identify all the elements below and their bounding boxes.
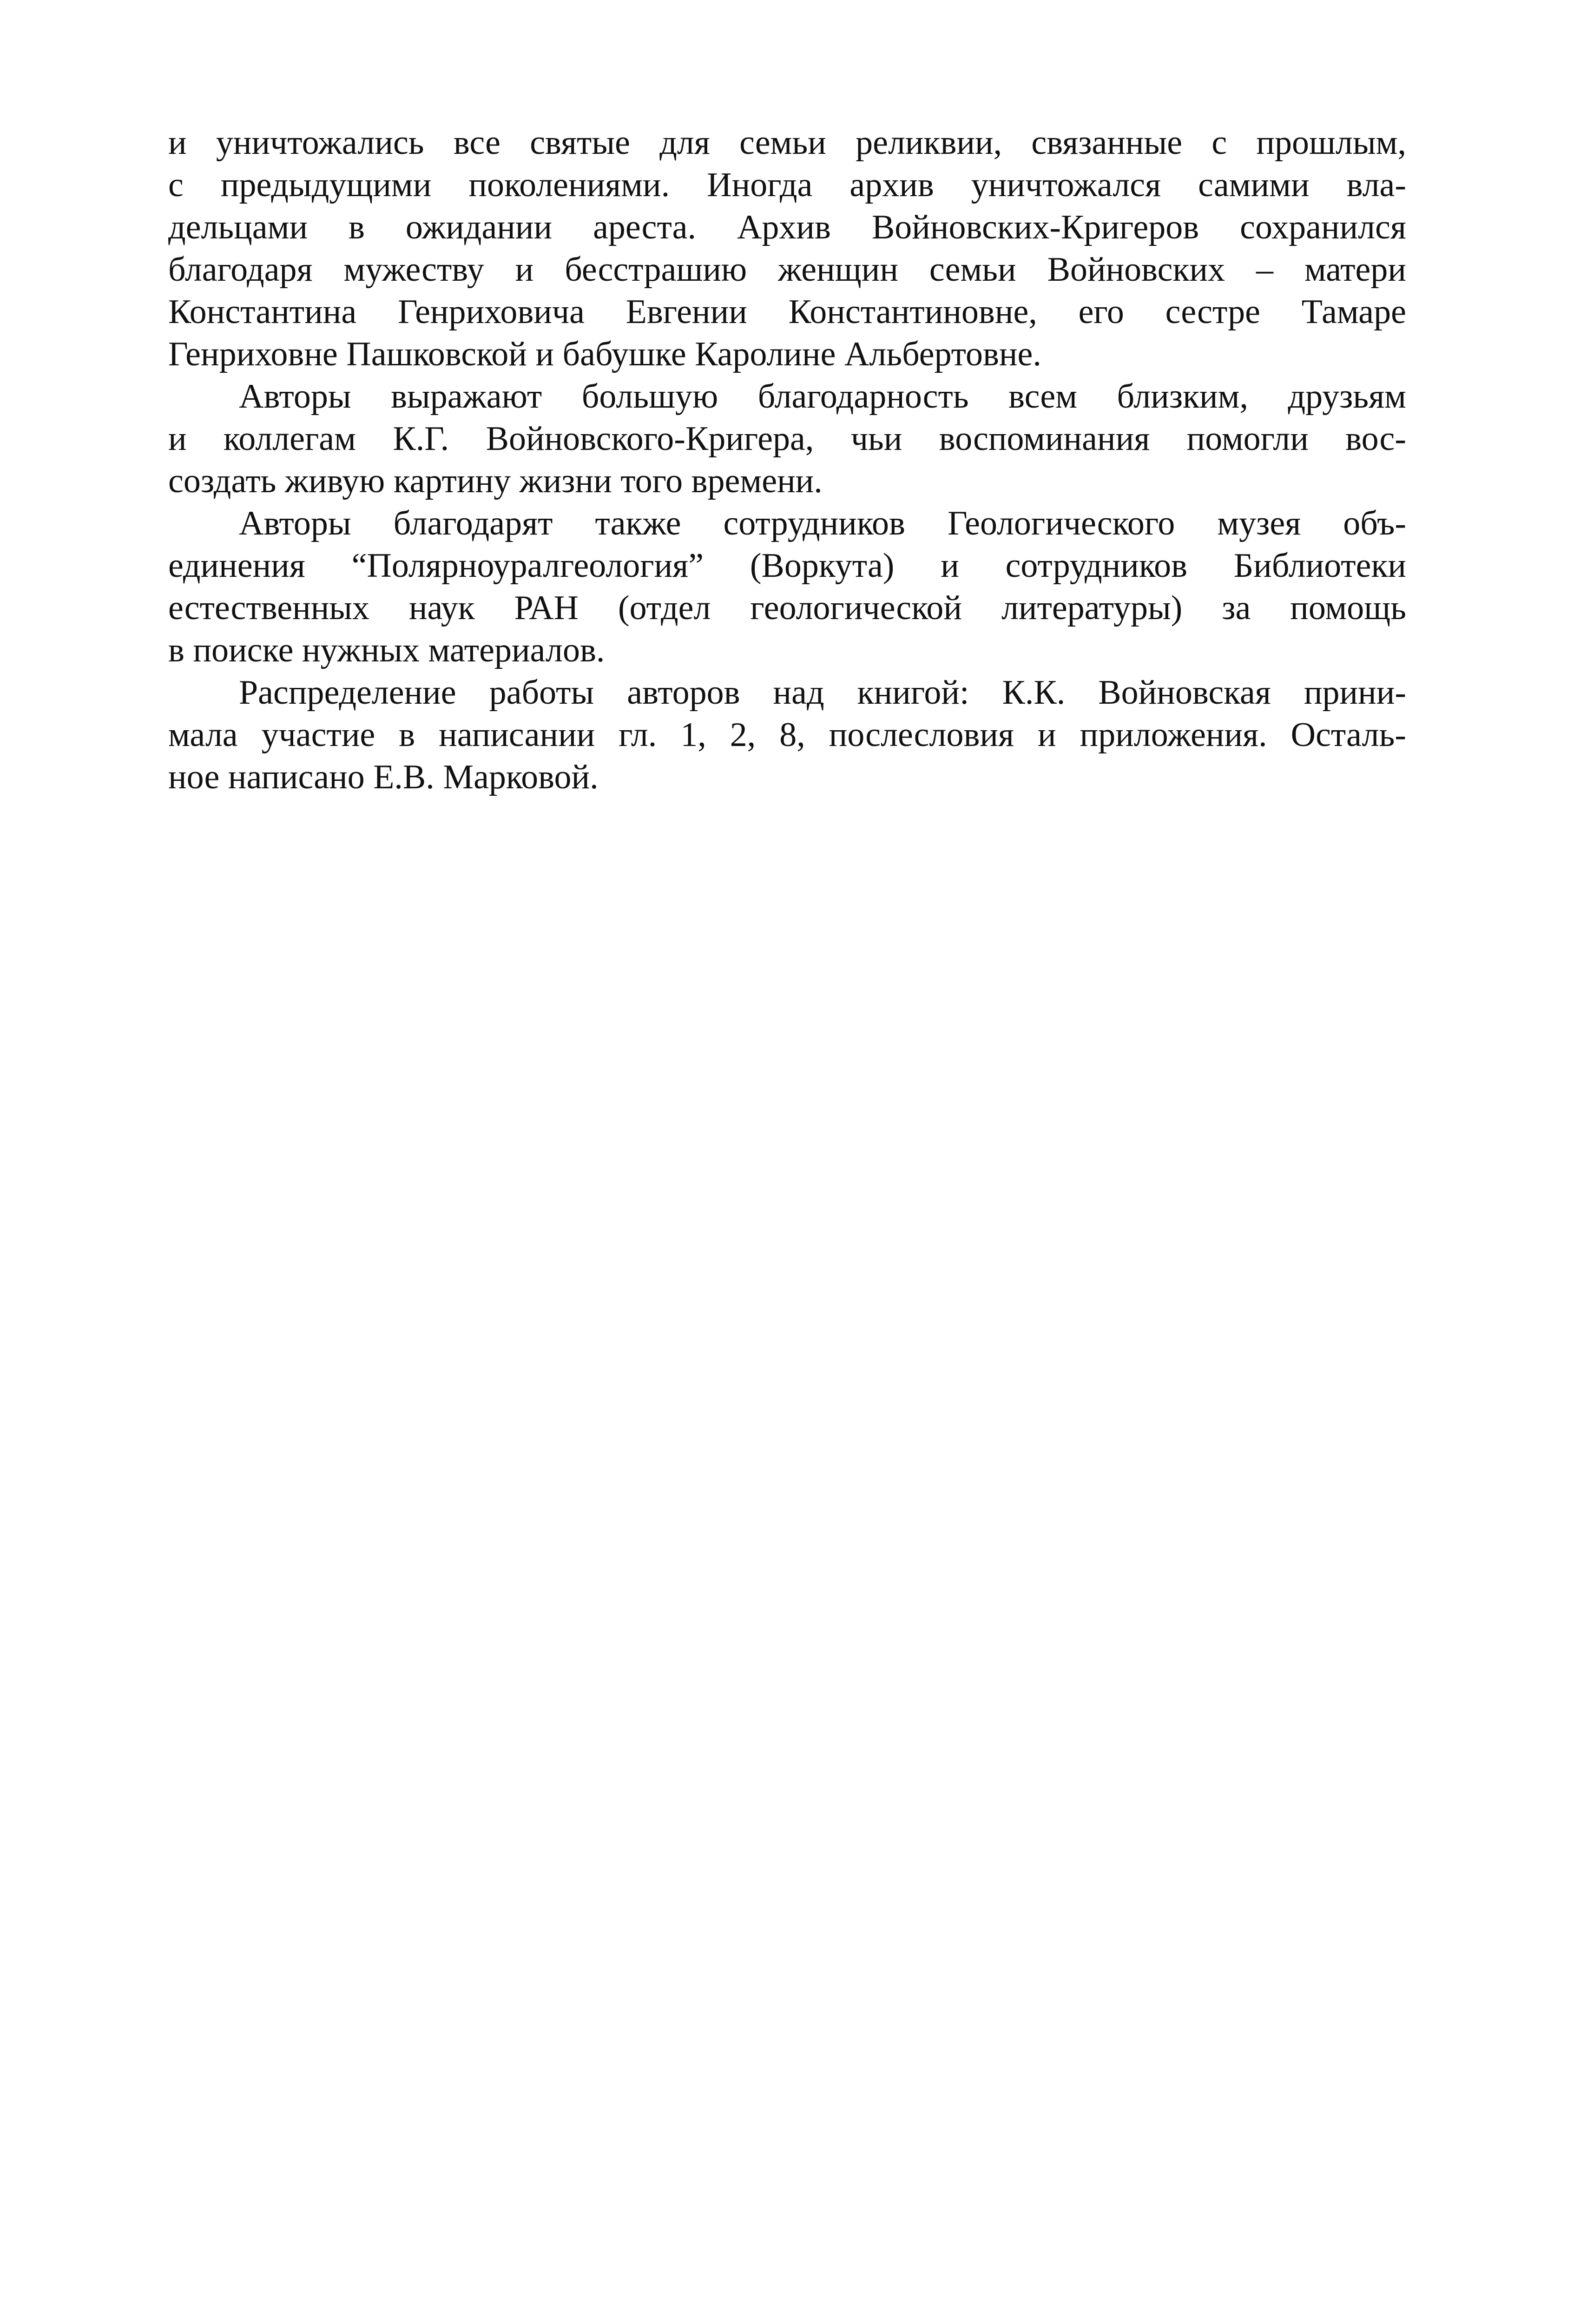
text-line: с предыдущими поколениями. Иногда архив уничтожался самими вла-	[168, 166, 1406, 204]
paragraph	[168, 502, 1406, 672]
text-line: Распределение работы авторов над книгой: К.К. Войновская прини-	[239, 673, 1406, 712]
text-line: Константина Генриховича Евгении Константиновне, его сестре Тамаре	[168, 293, 1406, 331]
text-line: дельцами в ожидании ареста. Архив Войновских-Кригеров сохранился	[168, 208, 1406, 246]
text-line: единения “Полярноуралгеология” (Воркута) и сотрудников Библиотеки	[168, 547, 1406, 585]
text-line: ное написано Е.В. Марковой.	[168, 758, 599, 796]
text-line: и уничтожались все святые для семьи реликвии, связанные с прошлым,	[168, 124, 1406, 162]
text-line: естественных наук РАН (отдел геологической литературы) за помощь	[168, 589, 1406, 627]
text-line: Авторы благодарят также сотрудников Геологического музея объ-	[239, 504, 1406, 542]
text-line: благодаря мужеству и бесстрашию женщин семьи Войновских – матери	[168, 251, 1406, 289]
paragraph	[168, 672, 1406, 799]
text-line: в поиске нужных материалов.	[168, 631, 605, 669]
text-line: и коллегам К.Г. Войновского-Кригера, чьи воспоминания помогли вос-	[168, 420, 1406, 458]
text-line: создать живую картину жизни того времени.	[168, 462, 823, 500]
paragraph	[168, 376, 1406, 502]
text-line: мала участие в написании гл. 1, 2, 8, послесловия и приложения. Осталь-	[168, 716, 1406, 754]
body-text	[168, 122, 1406, 799]
text-line: Авторы выражают большую благодарность всем близким, друзьям	[239, 377, 1406, 416]
text-line: Генриховне Пашковской и бабушке Каролине Альбертовне.	[168, 335, 1041, 373]
paragraph	[168, 122, 1406, 376]
